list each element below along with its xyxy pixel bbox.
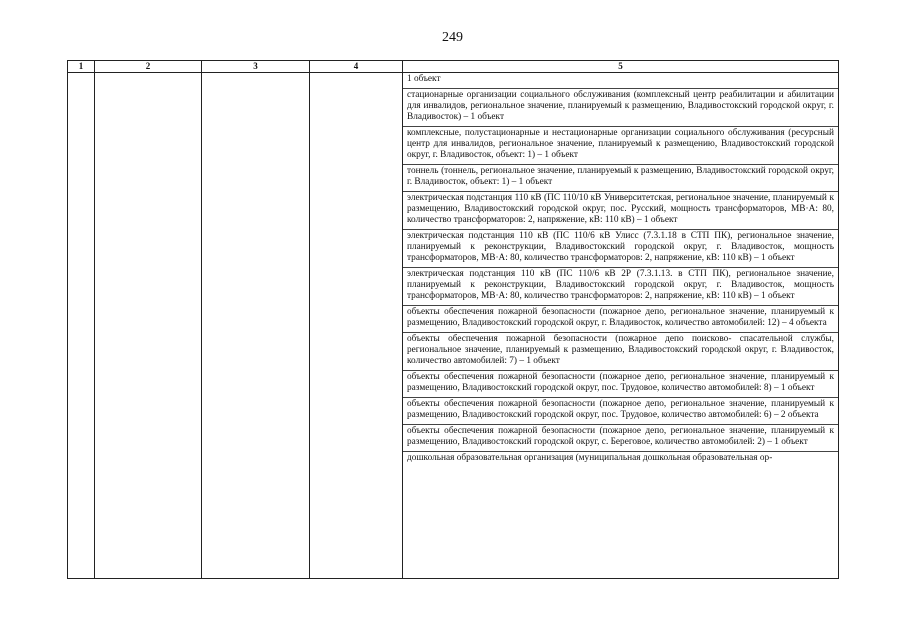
list-item: тоннель (тоннель, региональное значение, планируемый к размещению, Владивостокский городской округ, г. Владивосток, объект: 1) – 1 объект — [403, 165, 838, 192]
table-header-row — [68, 61, 839, 73]
page-number: 249 — [442, 30, 463, 45]
list-item: электрическая подстанция 110 кВ (ПС 110/6 кВ Улисс (7.3.1.18 в СТП ПК), региональное значение, планируемый к реконструкции, Владивостокский городской округ, г. Владивосток, мощность трансформаторов, МВ·А: 80, количество трансформаторов: 2, напряжение, кВ: 110 кВ) – 1 объект — [403, 230, 838, 268]
list-item: объекты обеспечения пожарной безопасности (пожарное депо поисково- спасательной службы, региональное значение, планируемый к размещению, Владивостокский городской округ, г. Владивосток, количество автомобилей: 7) – 1 объект — [403, 333, 838, 371]
list-item: объекты обеспечения пожарной безопасности (пожарное депо, региональное значение, планируемый к размещению, Владивостокский городской округ, пос. Трудовое, количество автомобилей: 6) – 2 объекта — [403, 398, 838, 425]
document-table — [67, 60, 839, 579]
list-item: комплексные, полустационарные и нестационарные организации социального обслуживания (ресурсный центр для инвалидов, региональное значение, планируемый к размещению, Владивостокский городской округ, г. Владивосток, объект: 1) – 1 объект — [403, 127, 838, 165]
table-body-row — [68, 73, 839, 579]
column-header-4: 4 — [310, 61, 403, 73]
cell-col-3 — [202, 73, 310, 579]
list-item: дошкольная образовательная организация (муниципальная дошкольная образовательная ор- — [407, 453, 773, 463]
list-item: стационарные организации социального обслуживания (комплексный центр реабилитации и абилитации для инвалидов, региональное значение, планируемый к размещению, Владивостокский городской округ, г. Владивосток) – 1 объект — [403, 89, 838, 127]
column-header-2: 2 — [95, 61, 202, 73]
list-item: электрическая подстанция 110 кВ (ПС 110/10 кВ Университетская, региональное значение, планируемый к размещению, Владивостокский городской округ, пос. Русский, мощность трансформаторов, МВ·А: 80, количество трансформаторов: 2, напряжение, кВ: 110 кВ) – 1 объект — [403, 192, 838, 230]
cell-col-4 — [310, 73, 403, 579]
list-item: электрическая подстанция 110 кВ (ПС 110/6 кВ 2Р (7.3.1.13. в СТП ПК), региональное значение, планируемый к реконструкции, Владивостокский городской округ, г. Владивосток, мощность трансформаторов, МВ·А: 80, количество трансформаторов: 2, напряжение, кВ: 110 кВ) – 1 объект — [403, 268, 838, 306]
column-header-1: 1 — [68, 61, 95, 73]
cell-col-2 — [95, 73, 202, 579]
list-item: объекты обеспечения пожарной безопасности (пожарное депо, региональное значение, планируемый к размещению, Владивостокский городской округ, с. Береговое, количество автомобилей: 2) – 1 объект — [403, 425, 838, 452]
column-header-5: 5 — [403, 61, 839, 73]
cell-col-5 — [403, 73, 839, 579]
cell-col-1 — [68, 73, 95, 579]
list-item: 1 объект — [403, 73, 838, 89]
column-header-3: 3 — [202, 61, 310, 73]
list-item: объекты обеспечения пожарной безопасности (пожарное депо, региональное значение, планируемый к размещению, Владивостокский городской округ, пос. Трудовое, количество автомобилей: 8) – 1 объект — [403, 371, 838, 398]
list-item: объекты обеспечения пожарной безопасности (пожарное депо, региональное значение, планируемый к размещению, Владивостокский городской округ, г. Владивосток, количество автомобилей: 12) – 4 объекта — [403, 306, 838, 333]
